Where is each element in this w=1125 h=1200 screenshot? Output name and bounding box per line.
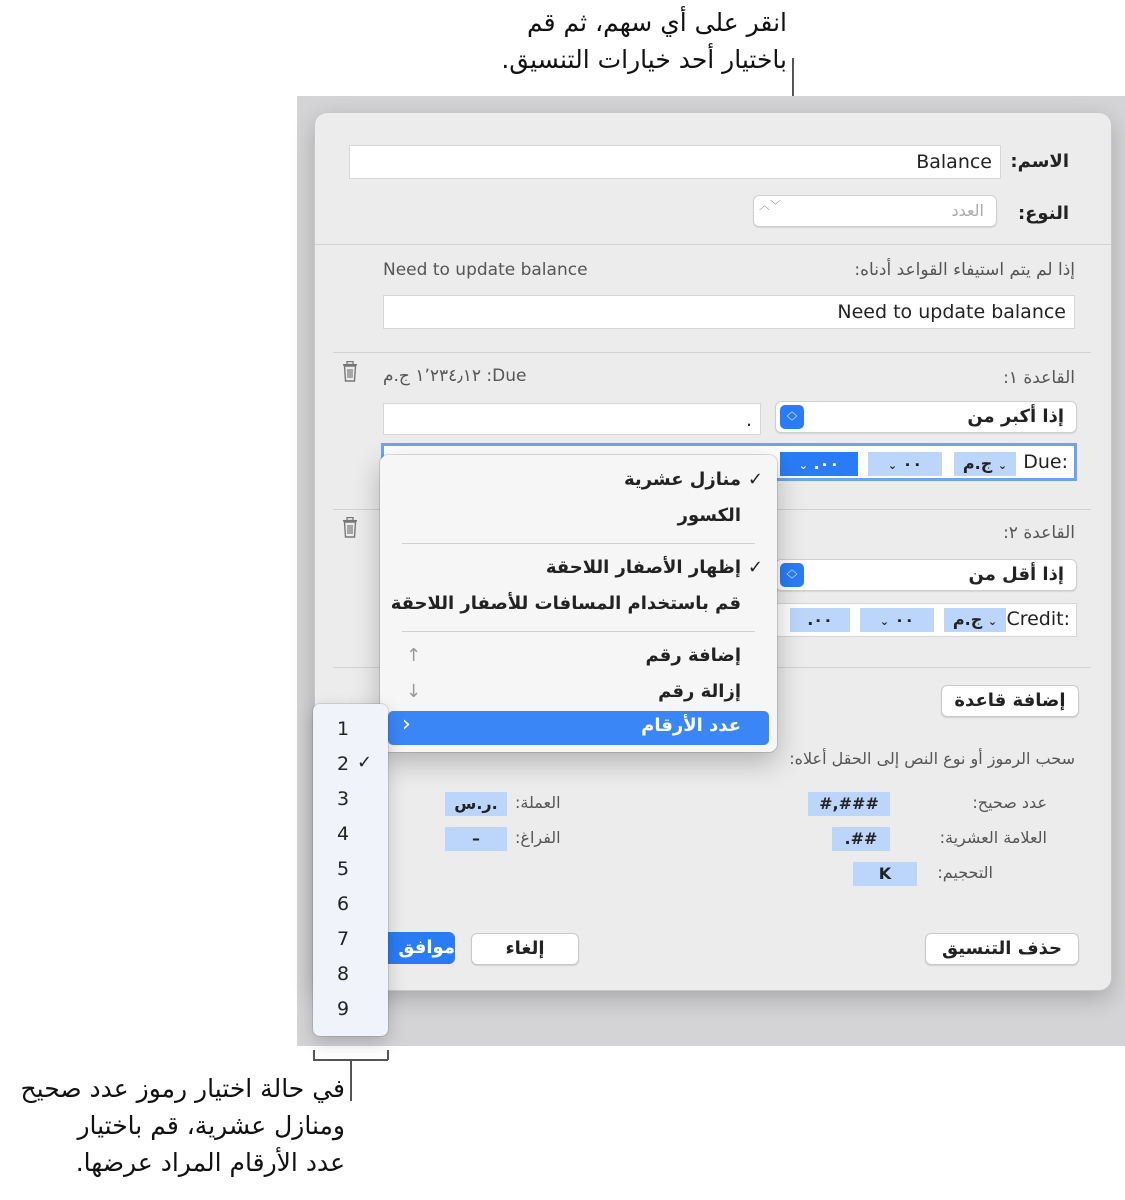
rule1-integer-chevron-icon: ⌄: [887, 459, 898, 472]
rule2-currency-chevron-icon: ⌄: [987, 615, 998, 628]
scale-token[interactable]: K: [853, 862, 917, 886]
digits-option-2-label: 2: [337, 753, 350, 775]
digits-option-4-label: 4: [337, 823, 350, 845]
rule2-prefix: Credit:: [1006, 608, 1070, 630]
rule2-condition-popup[interactable]: [775, 559, 1077, 591]
rule1-stepper-icon[interactable]: ︿ ﹀: [780, 405, 804, 429]
space-token[interactable]: –: [445, 827, 507, 851]
number-of-digits-label: عدد الأرقام: [641, 715, 741, 736]
integer-token[interactable]: #,###: [808, 792, 890, 816]
remove-digit-label: إزالة رقم: [658, 681, 741, 702]
delete-format-button[interactable]: حذف التنسيق: [925, 933, 1079, 965]
bottom-callout-line-2: ومنازل عشرية، قم باختيار: [77, 1111, 345, 1140]
name-field[interactable]: Balance: [349, 145, 1001, 179]
rule1-label: القاعدة ١:: [1003, 368, 1075, 388]
rule1-decimal-text: .٠٠: [813, 454, 840, 473]
rule1-condition-value: إذا أكبر من: [967, 406, 1064, 427]
digits-option-3[interactable]: [313, 782, 388, 816]
menu-item-remove-digit[interactable]: [380, 677, 777, 711]
rule2-condition-value: إذا أقل من: [968, 564, 1064, 585]
digits-option-2[interactable]: [313, 747, 388, 781]
rule1-decimal-token[interactable]: [780, 452, 858, 476]
trailing-zeros-check-icon: ✓: [747, 557, 763, 578]
bottom-callout: [21, 1070, 345, 1181]
menu-item-decimal-places[interactable]: [380, 465, 777, 499]
separator-1: [315, 244, 1111, 245]
rule1-integer-token[interactable]: [868, 452, 942, 476]
ok-button-label: موافق: [398, 937, 455, 958]
bottom-bracket-left-tick: [313, 1050, 315, 1060]
fractions-label: الكسور: [677, 505, 741, 526]
top-callout-line-1: انقر على أي سهم، ثم قم: [527, 8, 787, 37]
menu-item-spaces-trailing-zeros[interactable]: [380, 589, 777, 623]
currency-label: العملة:: [515, 793, 561, 812]
digits-option-1-label: 1: [337, 718, 350, 740]
name-label: الاسم:: [1010, 151, 1069, 172]
rule1-currency-token[interactable]: [954, 452, 1016, 476]
integer-label: عدد صحيح:: [972, 793, 1047, 812]
rule2-trash-icon[interactable]: [341, 517, 359, 539]
show-trailing-zeros-label: إظهار الأصفار اللاحقة: [545, 557, 741, 578]
rule2-integer-token[interactable]: [860, 608, 934, 632]
scale-label: التحجيم:: [937, 863, 993, 882]
type-value: العدد: [951, 201, 984, 220]
type-stepper-icon: ︿﹀: [759, 199, 781, 212]
digits-option-6[interactable]: [313, 887, 388, 921]
digits-option-1[interactable]: [313, 712, 388, 746]
space-label: الفراغ:: [515, 828, 561, 847]
unmet-preview: Need to update balance: [383, 260, 588, 280]
digits-option-6-label: 6: [337, 893, 350, 915]
cancel-button[interactable]: إلغاء: [471, 933, 579, 965]
unmet-label: إذا لم يتم استيفاء القواعد أدناه:: [854, 260, 1075, 280]
menu-item-add-digit[interactable]: [380, 641, 777, 675]
digits-option-5-label: 5: [337, 858, 350, 880]
menu-item-number-of-digits[interactable]: [388, 711, 769, 745]
bottom-bracket-right-tick: [387, 1050, 389, 1060]
rule2-decimal-token[interactable]: [790, 608, 850, 632]
type-label: النوع:: [1017, 203, 1069, 224]
rule2-currency-token[interactable]: [944, 608, 1006, 632]
rule1-currency-chevron-icon: ⌄: [997, 459, 1008, 472]
digits-option-5[interactable]: [313, 852, 388, 886]
digits-option-9-label: 9: [337, 998, 350, 1020]
menu-separator-2: [402, 631, 755, 632]
arrow-down-icon: ↓: [406, 681, 422, 702]
top-callout: [501, 4, 787, 78]
menu-item-fractions[interactable]: [380, 501, 777, 535]
digits-submenu: [313, 704, 388, 1036]
digits-option-7-label: 7: [337, 928, 350, 950]
rule2-decimal-text: .٠٠: [807, 610, 833, 629]
rule2-integer-text: ٠٠: [894, 610, 915, 629]
menu-separator-1: [402, 543, 755, 544]
currency-token[interactable]: ر.س.: [445, 792, 507, 816]
add-rule-button[interactable]: إضافة قاعدة: [941, 685, 1079, 717]
add-digit-label: إضافة رقم: [645, 645, 741, 666]
digits-option-3-label: 3: [337, 788, 350, 810]
rule1-prefix: Due:: [1023, 451, 1068, 473]
rule2-currency-text: ج.م: [952, 610, 983, 629]
type-popup[interactable]: [753, 195, 997, 227]
drag-hint: سحب الرموز أو نوع النص إلى الحقل أعلاه:: [789, 749, 1075, 768]
bottom-callout-line-3: عدد الأرقام المراد عرضها.: [75, 1148, 345, 1177]
decimal-places-label: منازل عشرية: [624, 469, 741, 490]
spaces-trailing-zeros-label: قم باستخدام المسافات للأصفار اللاحقة: [390, 593, 741, 614]
digits-option-4[interactable]: [313, 817, 388, 851]
digits-option-7[interactable]: [313, 922, 388, 956]
rule1-trash-icon[interactable]: [341, 361, 359, 383]
bottom-callout-line-1: في حالة اختيار رموز عدد صحيح: [20, 1074, 345, 1103]
arrow-up-icon: ↑: [406, 645, 422, 666]
digits-option-9[interactable]: [313, 992, 388, 1026]
digits-selected-check-icon: ✓: [357, 752, 373, 773]
rule1-integer-text: ٠٠: [902, 454, 923, 473]
separator-2: [333, 352, 1091, 353]
top-callout-line-2: باختيار أحد خيارات التنسيق.: [501, 45, 787, 74]
rule2-stepper-icon[interactable]: ︿ ﹀: [780, 563, 804, 587]
digits-option-8[interactable]: [313, 957, 388, 991]
rule2-label: القاعدة ٢:: [1003, 523, 1075, 543]
decimal-label: العلامة العشرية:: [939, 828, 1047, 847]
rule1-currency-text: ج.م: [962, 454, 993, 473]
decimal-token[interactable]: .##: [832, 827, 890, 851]
rule1-preview: Due: ١٬٢٣٤٫١٢ ج.م: [383, 366, 527, 386]
rule1-decimal-chevron-icon: ⌄: [798, 459, 809, 472]
bottom-callout-leader: [350, 1059, 352, 1101]
digits-option-8-label: 8: [337, 963, 350, 985]
rule1-condition-popup[interactable]: [775, 401, 1077, 433]
decimal-options-menu: [380, 455, 777, 752]
rule1-value-field[interactable]: .: [383, 403, 761, 435]
menu-item-show-trailing-zeros[interactable]: [380, 553, 777, 587]
chevron-left-icon: ‹: [402, 712, 411, 737]
rule2-integer-chevron-icon: ⌄: [879, 615, 890, 628]
decimal-places-check-icon: ✓: [747, 469, 763, 490]
unmet-field[interactable]: Need to update balance: [383, 295, 1075, 329]
